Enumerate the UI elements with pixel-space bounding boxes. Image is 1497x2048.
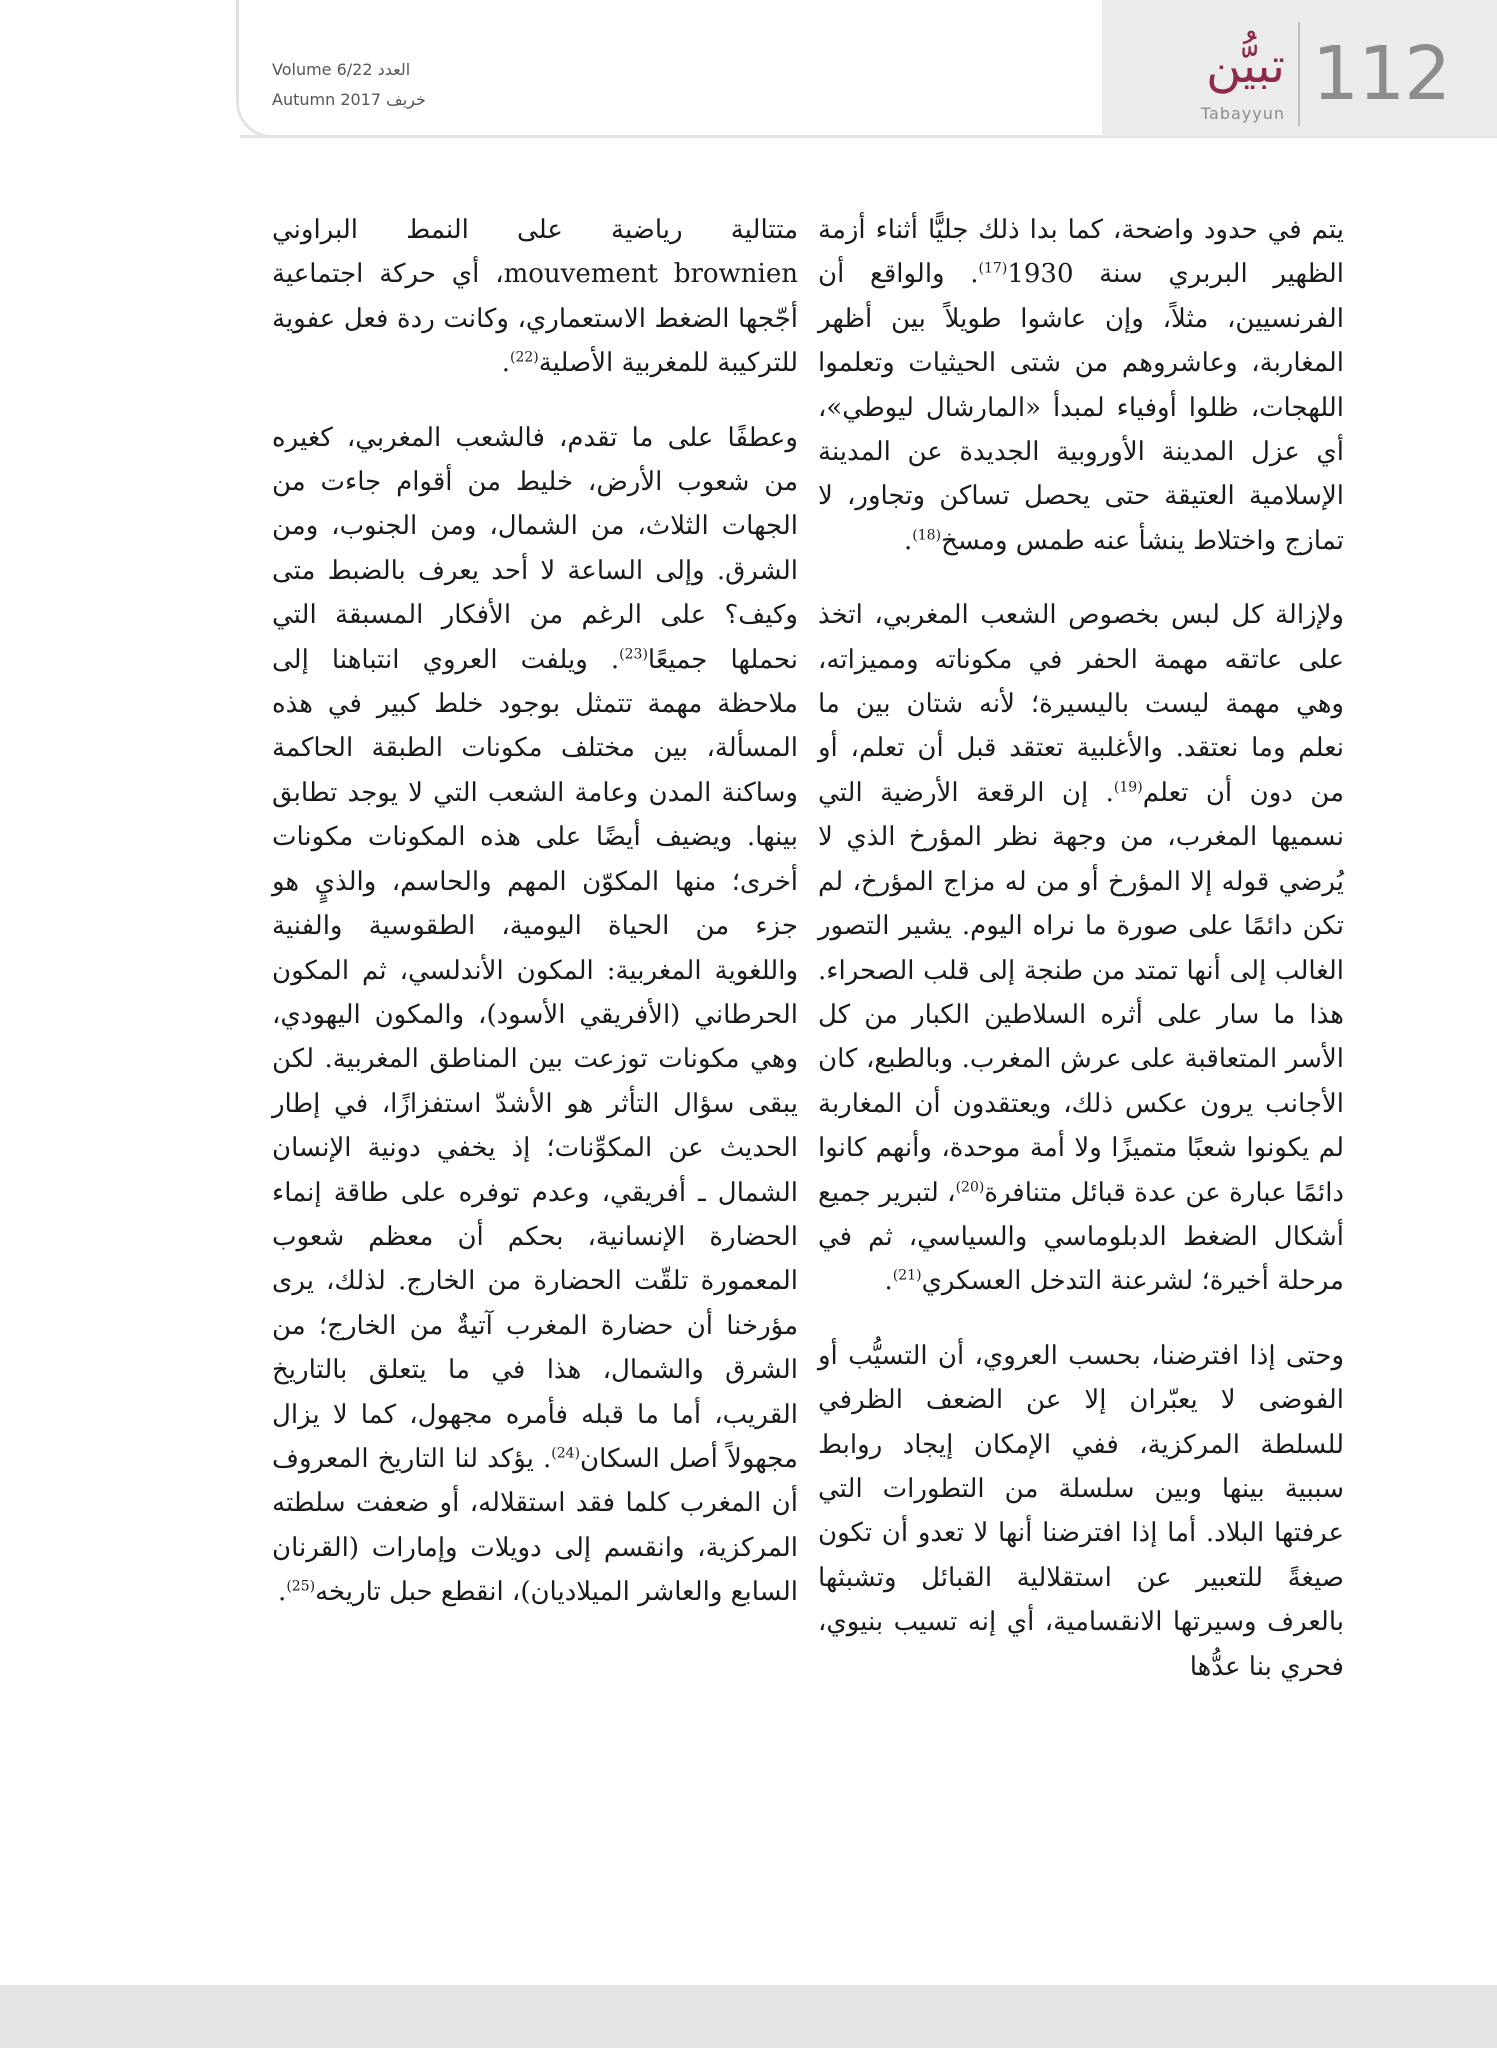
paragraph-text: . — [884, 1266, 893, 1297]
left-text-column — [272, 208, 798, 1948]
paragraph-text: . والواقع أن الفرنسيين، مثلاً، وإن عاشوا طويلاً بين أظهر المغاربة، وعاشروهم من شتى الحيثيات وتعلموا اللهجات، ظلوا أوفياء لمبدأ «المارشال ليوطي»، أي عزل المدينة الأوروبية الجديدة عن المدينة الإسلامية العتيقة حتى يحصل تساكن وتجاور، لا تمازج واختلاط ينشأ عنه طمس ومسخ — [818, 259, 1344, 556]
footnote-ref: (19) — [1113, 779, 1143, 796]
page-number: 112 — [1312, 31, 1451, 117]
paragraph-text: . — [278, 1577, 287, 1608]
paragraph-text: وحتى إذا افترضنا، بحسب العروي، أن التسيُّب أو الفوضى لا يعبّران إلا عن الضعف الظرفي للسلطة المركزية، ففي الإمكان إيجاد روابط سببية بينها وبين سلسلة من التطورات التي عرفتها البلاد. أما إذا افترضنا أنها لا تعدو أن تكون صيغةً للتعبير عن استقلالية القبائل وتشبثها بالعرف وسيرتها الانقسامية، أي إنه تسيب بنيوي، فحري بنا عدُّها — [818, 1340, 1344, 1682]
footnote-ref: (25) — [286, 1578, 316, 1595]
paragraph-text: ، لتبرير جميع أشكال الضغط الدبلوماسي والسياسي، ثم في مرحلة أخيرة؛ لشرعنة التدخل العسكري — [818, 1177, 1344, 1297]
volume-label-arabic: العدد — [377, 60, 411, 79]
logo-latin-wordmark: Tabayyun — [1200, 104, 1285, 123]
header-curve-border — [236, 0, 276, 138]
journal-logo — [1125, 30, 1285, 130]
paragraph-text: . يؤكد لنا التاريخ المعروف أن المغرب كلما فقد استقلاله، أو ضعفت سلطته المركزية، وانقسم إلى دويلات وإمارات (القرنان السابع والعاشر الميلاديان)، انقطع حبل تاريخه — [272, 1443, 798, 1608]
page-bottom-margin — [0, 1985, 1497, 2048]
issue-info — [272, 55, 492, 115]
paragraph-text: . — [501, 348, 510, 379]
footnote-ref: (18) — [912, 527, 942, 544]
season-row — [272, 85, 492, 115]
season-label-arabic: خريف — [386, 90, 426, 109]
paragraph — [818, 208, 1344, 563]
paragraph — [818, 1334, 1344, 1689]
season-label: Autumn 2017 — [272, 90, 382, 109]
volume-row — [272, 55, 492, 85]
paragraph — [272, 208, 798, 386]
footnote-ref: (20) — [955, 1178, 985, 1195]
volume-label: Volume 6/22 — [272, 60, 373, 79]
logo-arabic-wordmark: تبيُّن — [1206, 38, 1285, 94]
page-number-divider — [1298, 22, 1300, 126]
footnote-ref: (22) — [509, 349, 539, 366]
footnote-ref: (17) — [978, 260, 1008, 277]
paragraph-text: وعطفًا على ما تقدم، فالشعب المغربي، كغيره من شعوب الأرض، خليط من أقوام جاءت من الجهات الثلاث، من الشمال، ومن الجنوب، ومن الشرق. وإلى الساعة لا أحد يعرف بالضبط متى وكيف؟ على الرغم من الأفكار المسبقة التي نحملها جميعًا — [272, 422, 799, 675]
paragraph-text: ولإزالة كل لبس بخصوص الشعب المغربي، اتخذ على عاتقه مهمة الحفر في مكوناته ومميزاته، وهي مهمة ليست باليسيرة؛ لأنه شتان بين ما نعلم وما نعتقد. والأغلبية تعتقد قبل أن تعلم، أو من دون أن تعلم — [818, 600, 1344, 808]
footnote-ref: (24) — [551, 1445, 581, 1462]
paragraph — [272, 416, 798, 1615]
paragraph-text: . إن الرقعة الأرضية التي نسميها المغرب، من وجهة نظر المؤرخ الذي لا يُرضي قوله إلا المؤرخ أو من له مزاج المؤرخ، لم تكن دائمًا على صورة ما نراه اليوم. يشير التصور الغالب إلى أنها تمتد من طنجة إلى قلب الصحراء. هذا ما سار على أثره السلاطين الكبار من كل الأسر المتعاقبة على عرش المغرب. وبالطبع، كان الأجانب يرون عكس ذلك، ويعتقدون أن المغاربة لم يكونوا شعبًا متميزًا ولا أمة موحدة، وأنهم كانوا دائمًا عبارة عن عدة قبائل متنافرة — [818, 777, 1345, 1208]
paragraph-text: . — [904, 525, 913, 556]
footnote-ref: (23) — [619, 646, 648, 662]
footnote-ref: (21) — [892, 1267, 922, 1284]
paragraph-text: . ويلفت العروي انتباهنا إلى ملاحظة مهمة تتمثل بوجود خلط كبير في هذه المسألة، بين مختلف مكونات الطبقة الحاكمة وساكنة المدن وعامة الشعب التي لا يوجد تطابق بينها. ويضيف أيضًا على هذه المكونات مكونات أخرى؛ منها المكوّن المهم والحاسم، والذيٍ هو جزء من الحياة اليومية، الطقوسية والفنية واللغوية المغربية: المكون الأندلسي، ثم المكون الحرطاني (الأفريقي الأسود)، والمكون اليهودي، وهي مكونات توزعت بين المناطق المغربية. لكن يبقى سؤال التأثر هو الأشدّ استفزازًا، في إطار الحديث عن المكوِّنات؛ إذ يخفي دونية الإنسان الشمال ـ أفريقي، وعدم توفره على طاقة إنماء الحضارة الإنسانية، بحكم أن معظم شعوب المعمورة تلقّت الحضارة من الخارج. لذلك، يرى مؤرخنا أن حضارة المغرب آتيةٌ من الخارج؛ من الشرق والشمال، هذا في ما يتعلق بالتاريخ القريب، أما ما قبله فأمره مجهول، كما لا يزال مجهولاً أصل السكان — [272, 644, 798, 1474]
paragraph — [818, 593, 1344, 1304]
paragraph-text: يتم في حدود واضحة، كما بدا ذلك جليًّا أثناء أزمة الظهير البربري سنة 1930 — [818, 215, 1344, 290]
paragraph-text: متتالية رياضية على النمط البراوني mouvement brownien، أي حركة اجتماعية أجّجها الضغط الاستعماري، وكانت ردة فعل عفوية للتركيبة للمغربية الأصلية — [272, 215, 798, 379]
right-text-column — [818, 208, 1344, 1948]
